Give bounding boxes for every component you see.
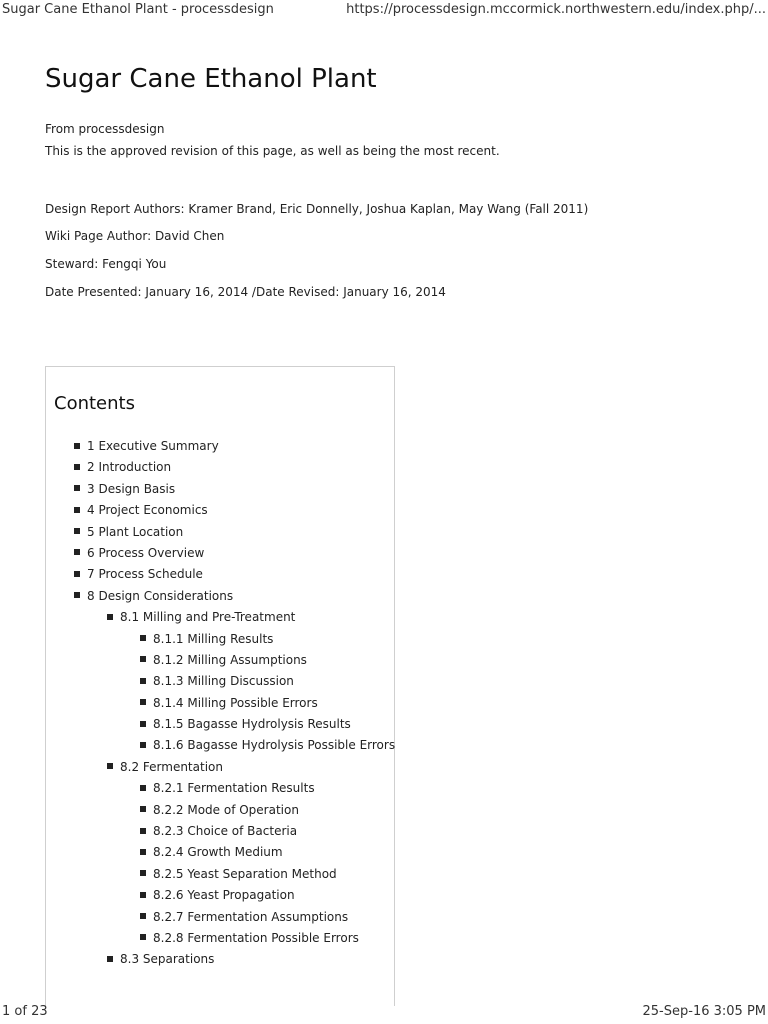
toc-item-label[interactable]: 8.2.8 Fermentation Possible Errors <box>153 930 359 945</box>
toc-item[interactable] <box>46 821 395 842</box>
square-bullet-icon <box>140 656 146 662</box>
toc-item-label[interactable]: 8.1.4 Milling Possible Errors <box>153 695 318 710</box>
toc-item-label[interactable]: 5 Plant Location <box>87 524 184 539</box>
toc-item[interactable] <box>46 650 395 671</box>
toc-item-label[interactable]: 2 Introduction <box>87 460 172 475</box>
toc-item-label[interactable]: 8.2.6 Yeast Propagation <box>153 888 295 903</box>
toc-item-label[interactable]: 8.1.1 Milling Results <box>153 631 274 646</box>
print-page-title: Sugar Cane Ethanol Plant - processdesign <box>2 2 274 17</box>
wiki-author-line: Wiki Page Author: David Chen <box>45 229 225 243</box>
authors-line: Design Report Authors: Kramer Brand, Eric Donnelly, Joshua Kaplan, May Wang (Fall 2011) <box>45 202 589 216</box>
toc-title: Contents <box>54 393 135 414</box>
toc-item-label[interactable]: 1 Executive Summary <box>87 439 219 453</box>
toc-item-label[interactable]: 7 Process Schedule <box>87 567 203 582</box>
toc-item[interactable] <box>46 928 395 949</box>
toc-item[interactable] <box>46 564 395 585</box>
square-bullet-icon <box>74 464 80 470</box>
toc-list <box>46 436 395 971</box>
table-of-contents <box>45 366 395 1006</box>
toc-item[interactable] <box>46 693 395 714</box>
toc-item[interactable] <box>46 757 395 778</box>
square-bullet-icon <box>74 592 80 598</box>
square-bullet-icon <box>74 443 80 449</box>
print-header <box>0 0 768 22</box>
print-timestamp: 25-Sep-16 3:05 PM <box>642 1004 766 1019</box>
toc-item-label[interactable]: 8.2.5 Yeast Separation Method <box>153 866 337 881</box>
toc-item-label[interactable]: 3 Design Basis <box>87 481 176 496</box>
toc-item[interactable] <box>46 714 395 735</box>
site-sub: From processdesign <box>45 122 165 136</box>
toc-item[interactable] <box>46 457 395 478</box>
toc-item[interactable] <box>46 671 395 692</box>
square-bullet-icon <box>140 678 146 684</box>
toc-item[interactable] <box>46 949 395 970</box>
steward-line: Steward: Fengqi You <box>45 257 167 271</box>
toc-item[interactable] <box>46 842 395 863</box>
toc-item[interactable] <box>46 479 395 500</box>
toc-item[interactable] <box>46 800 395 821</box>
square-bullet-icon <box>107 763 113 769</box>
toc-item-label[interactable]: 4 Project Economics <box>87 503 208 518</box>
toc-item[interactable] <box>46 522 395 543</box>
square-bullet-icon <box>140 742 146 748</box>
toc-item-label[interactable]: 8.3 Separations <box>120 952 215 967</box>
toc-item[interactable] <box>46 885 395 906</box>
toc-item-label[interactable]: 8 Design Considerations <box>87 588 234 603</box>
square-bullet-icon <box>140 699 146 705</box>
toc-item[interactable] <box>46 543 395 564</box>
square-bullet-icon <box>140 721 146 727</box>
square-bullet-icon <box>140 828 146 834</box>
square-bullet-icon <box>107 614 113 620</box>
square-bullet-icon <box>140 785 146 791</box>
toc-item-label[interactable]: 8.2.2 Mode of Operation <box>153 802 299 817</box>
toc-item-label[interactable]: 8.2.7 Fermentation Assumptions <box>153 909 349 924</box>
square-bullet-icon <box>74 549 80 555</box>
print-page-count: 1 of 23 <box>2 1004 48 1019</box>
toc-item[interactable] <box>46 778 395 799</box>
toc-item-label[interactable]: 8.1.2 Milling Assumptions <box>153 652 307 667</box>
square-bullet-icon <box>74 571 80 577</box>
square-bullet-icon <box>140 635 146 641</box>
toc-item-label[interactable]: 8.1 Milling and Pre-Treatment <box>120 610 296 625</box>
toc-item-label[interactable]: 8.2.1 Fermentation Results <box>153 781 315 796</box>
square-bullet-icon <box>140 849 146 855</box>
revision-note: This is the approved revision of this page, as well as being the most recent. <box>45 144 500 158</box>
toc-item[interactable] <box>46 907 395 928</box>
toc-item-label[interactable]: 8.2 Fermentation <box>120 759 223 774</box>
square-bullet-icon <box>74 507 80 513</box>
page-title: Sugar Cane Ethanol Plant <box>45 64 377 94</box>
toc-item[interactable] <box>46 436 395 457</box>
print-footer <box>0 1004 768 1024</box>
toc-item[interactable] <box>46 735 395 756</box>
square-bullet-icon <box>140 892 146 898</box>
toc-item-label[interactable]: 8.2.4 Growth Medium <box>153 845 283 860</box>
square-bullet-icon <box>140 806 146 812</box>
square-bullet-icon <box>140 934 146 940</box>
toc-item[interactable] <box>46 629 395 650</box>
toc-item[interactable] <box>46 500 395 521</box>
dates-line: Date Presented: January 16, 2014 /Date Revised: January 16, 2014 <box>45 285 446 299</box>
print-url: https://processdesign.mccormick.northwestern.edu/index.php/... <box>346 2 766 17</box>
square-bullet-icon <box>107 956 113 962</box>
toc-item[interactable] <box>46 607 395 628</box>
toc-item[interactable] <box>46 864 395 885</box>
square-bullet-icon <box>140 913 146 919</box>
toc-item-label[interactable]: 8.2.3 Choice of Bacteria <box>153 824 298 839</box>
toc-item-label[interactable]: 8.1.5 Bagasse Hydrolysis Results <box>153 717 351 732</box>
square-bullet-icon <box>74 485 80 491</box>
square-bullet-icon <box>74 528 80 534</box>
toc-item-label[interactable]: 8.1.6 Bagasse Hydrolysis Possible Errors <box>153 738 396 753</box>
toc-item-label[interactable]: 6 Process Overview <box>87 545 205 560</box>
toc-item[interactable] <box>46 586 395 607</box>
square-bullet-icon <box>140 870 146 876</box>
toc-item-label[interactable]: 8.1.3 Milling Discussion <box>153 674 294 689</box>
